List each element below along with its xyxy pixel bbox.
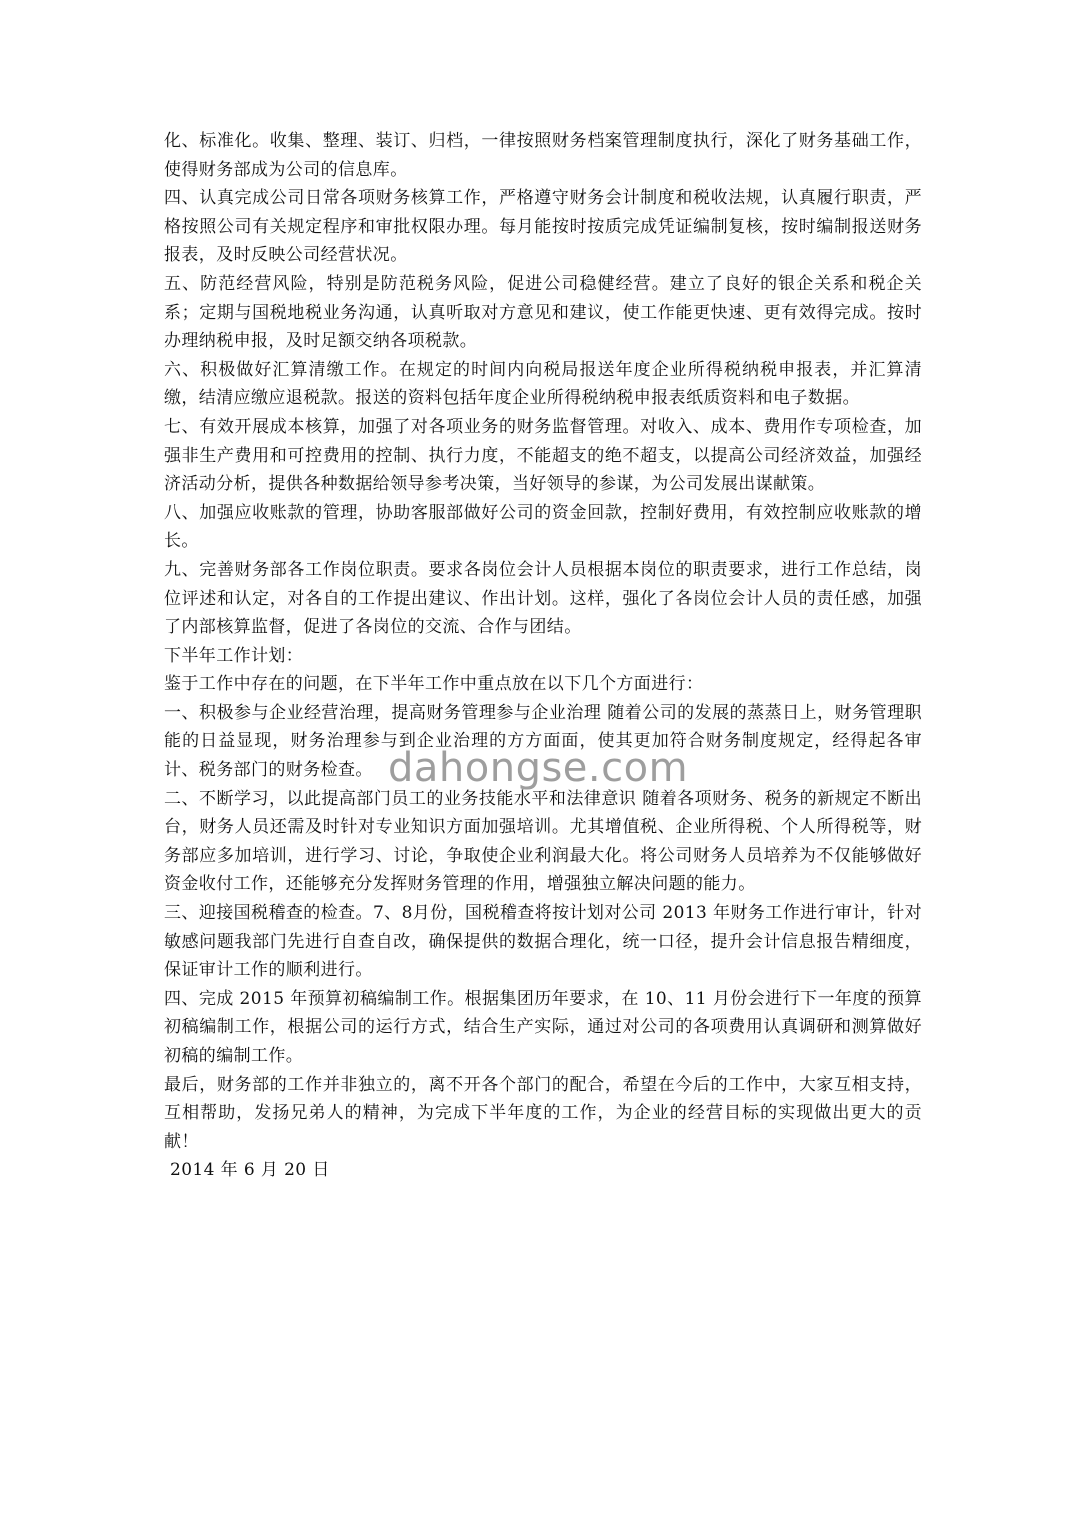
paragraph-plan-2-learning: 二、不断学习，以此提高部门员工的业务技能水平和法律意识 随着各项财务、税务的新规定不断出台，财务人员还需及时针对专业知识方面加强培训。尤其增值税、企业所得税、个人所得税等，财务部应多加培训，进行学习、讨论，争取使企业利润最大化。将公司财务人员培养为不仅能够做好资金收付工作，还能够充分发挥财务管理的作用，增强独立解决问题的能力。 [164, 788, 922, 895]
paragraph-plan-4-budget: 四、完成 2015 年预算初稿编制工作。根据集团历年要求，在 10、11 月份会进行下一年度的预算初稿编制工作，根据公司的运行方式，结合生产实际，通过对公司的各项费用认真调研和测算做好初稿的编制工作。 [164, 988, 922, 1066]
paragraph-item-5-risk: 五、防范经营风险，特别是防范税务风险，促进公司稳健经营。建立了良好的银企关系和税企关系；定期与国税地税业务沟通，认真听取对方意见和建议，使工作能更快速、更有效得完成。按时办理纳税申报，及时足额交纳各项税款。 [164, 273, 922, 352]
paragraph-item-4-accounting: 四、认真完成公司日常各项财务核算工作，严格遵守财务会计制度和税收法规，认真履行职责，严格按照公司有关规定程序和审批权限办理。每月能按时按质完成凭证编制复核，按时编制报送财务报表，及时反映公司经营状况。 [164, 188, 922, 266]
paragraph-item-8-receivables: 八、加强应收账款的管理，协助客服部做好公司的资金回款，控制好费用，有效控制应收账款的增长。 [164, 502, 922, 552]
document-date: 2014 年 6 月 20 日 [170, 1160, 330, 1181]
paragraph-conclusion: 最后，财务部的工作并非独立的，离不开各个部门的配合，希望在今后的工作中，大家互相支持，互相帮助，发扬兄弟人的精神，为完成下半年度的工作，为企业的经营目标的实现做出更大的贡献！ [164, 1074, 922, 1152]
paragraph-item-6-settlement: 六、积极做好汇算清缴工作。在规定的时间内向税局报送年度企业所得税纳税申报表，并汇算清缴，结清应缴应退税款。报送的资料包括年度企业所得税纳税申报表纸质资料和电子数据。 [164, 359, 922, 409]
paragraph-plan-intro: 鉴于工作中存在的问题，在下半年工作中重点放在以下几个方面进行： [164, 674, 704, 695]
watermark: dahongse.com [388, 745, 689, 791]
paragraph-standardization: 化、标准化。收集、整理、装订、归档，一律按照财务档案管理制度执行，深化了财务基础工作，使得财务部成为公司的信息库。 [164, 131, 922, 180]
paragraph-item-9-duties: 九、完善财务部各工作岗位职责。要求各岗位会计人员根据本岗位的职责要求，进行工作总结，岗位评述和认定，对各自的工作提出建议、作出计划。这样，强化了各岗位会计人员的责任感，加强了内部核算监督，促进了各岗位的交流、合作与团结。 [164, 559, 922, 638]
section-heading-plan: 下半年工作计划： [164, 645, 304, 666]
paragraph-plan-3-inspection: 三、迎接国税稽查的检查。7、8月份，国税稽查将按计划对公司 2013 年财务工作进行审计，针对敏感问题我部门先进行自查自改，确保提供的数据合理化，统一口径，提升会计信息报告精细度，保证审计工作的顺利进行。 [164, 903, 922, 981]
document-body [164, 127, 922, 1185]
paragraph-plan-1-governance: 一、积极参与企业经营治理，提高财务管理参与企业治理 随着公司的发展的蒸蒸日上，财务管理职能的日益显现，财务治理参与到企业治理的方方面面，使其更加符合财务制度规定，经得起各审计、税务部门的财务检查。 [164, 702, 922, 781]
paragraph-item-7-cost: 七、有效开展成本核算，加强了对各项业务的财务监督管理。对收入、成本、费用作专项检查，加强非生产费用和可控费用的控制、执行力度，不能超支的绝不超支，以提高公司经济效益，加强经济活动分析，提供各种数据给领导参考决策，当好领导的参谋，为公司发展出谋献策。 [164, 416, 922, 495]
